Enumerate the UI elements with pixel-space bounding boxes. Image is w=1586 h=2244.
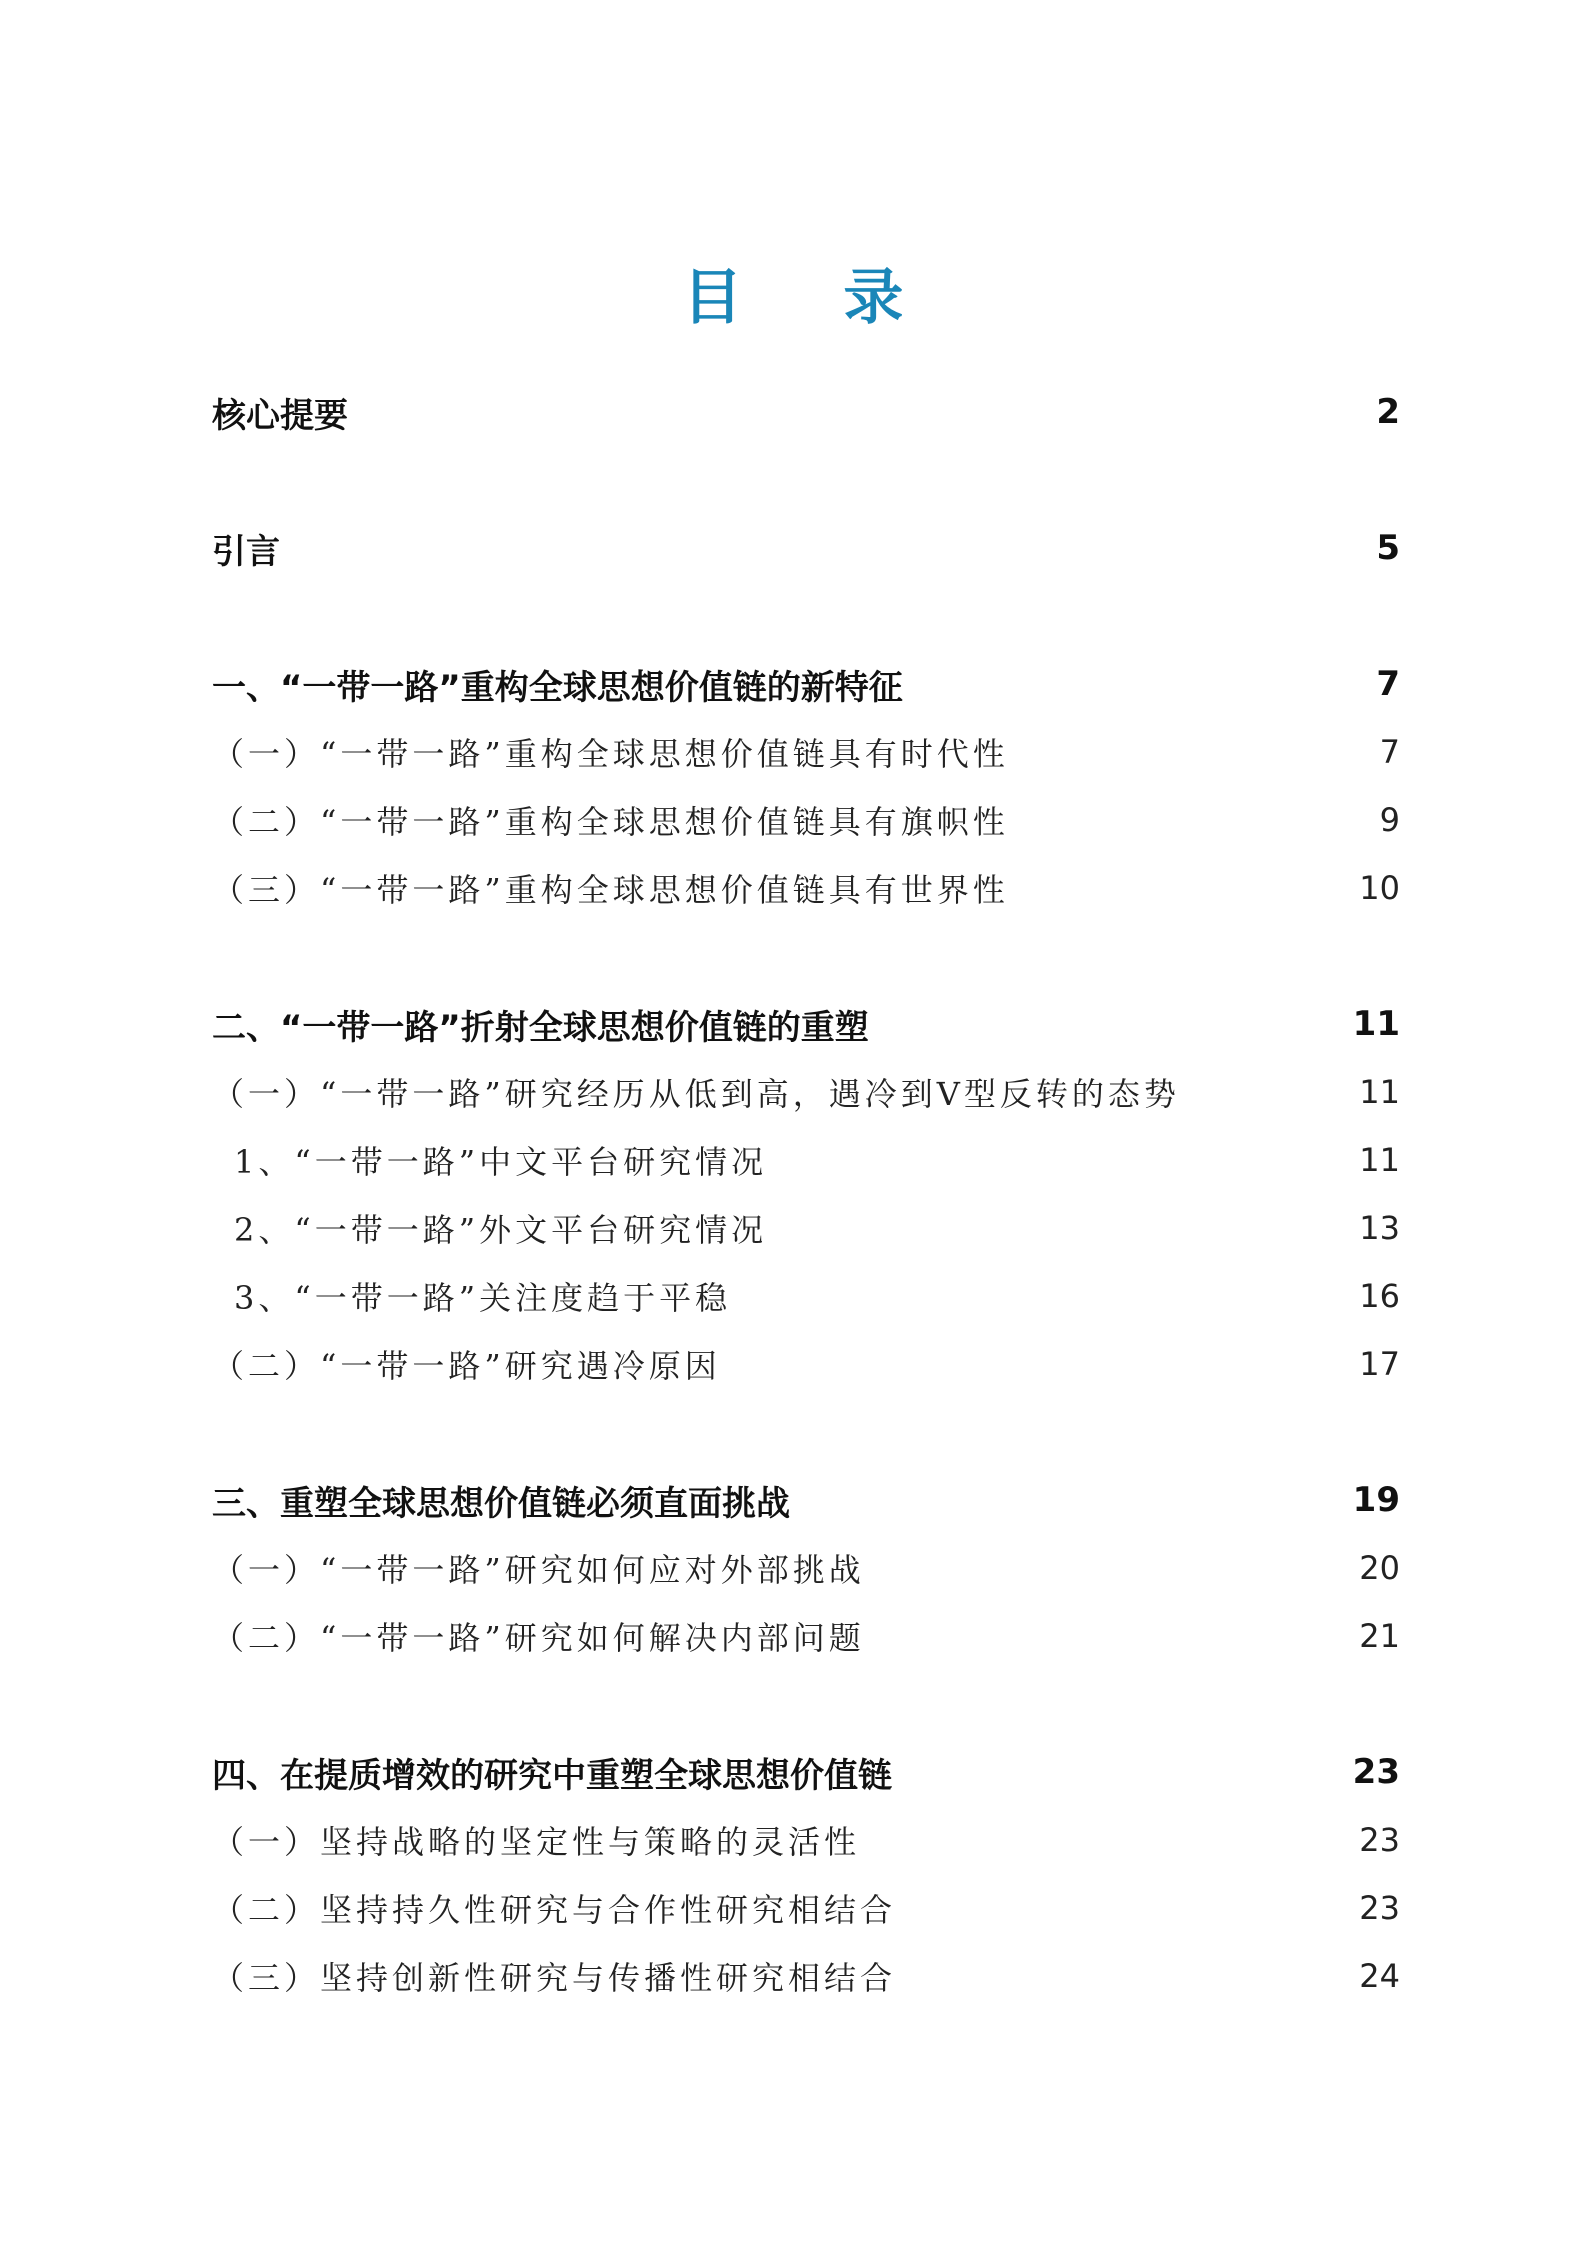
toc-entry-page: 20 xyxy=(1359,1549,1400,1587)
toc-entry-label: 3、“一带一路”关注度趋于平稳 xyxy=(234,1279,732,1317)
toc-entry[interactable] xyxy=(212,786,1400,854)
toc-entry-page: 9 xyxy=(1379,801,1400,839)
toc-entry[interactable] xyxy=(212,1602,1400,1670)
toc-entry-page: 23 xyxy=(1359,1889,1400,1927)
toc-entry[interactable] xyxy=(212,1534,1400,1602)
toc-entry-label: （二）“一带一路”研究如何解决内部问题 xyxy=(212,1619,865,1657)
toc-entry[interactable] xyxy=(212,990,1400,1058)
toc-entry[interactable] xyxy=(212,1738,1400,1806)
toc-entry-page: 5 xyxy=(1376,528,1400,568)
toc-entry-label: （二）“一带一路”重构全球思想价值链具有旗帜性 xyxy=(212,803,1009,841)
toc-entry[interactable] xyxy=(212,650,1400,718)
toc-entry[interactable] xyxy=(212,718,1400,786)
toc-entry[interactable] xyxy=(212,1874,1400,1942)
toc-entry-label: （一）坚持战略的坚定性与策略的灵活性 xyxy=(212,1823,861,1861)
toc-entry-label: （一）“一带一路”研究如何应对外部挑战 xyxy=(212,1551,865,1589)
toc-entry-page: 21 xyxy=(1359,1617,1400,1655)
toc-entry[interactable] xyxy=(212,1942,1400,2010)
toc-entry-label: 四、在提质增效的研究中重塑全球思想价值链 xyxy=(212,1755,892,1796)
toc-entry-label: 二、“一带一路”折射全球思想价值链的重塑 xyxy=(212,1007,869,1048)
toc-entry-label: 引言 xyxy=(212,531,280,572)
toc-entry-page: 11 xyxy=(1352,1004,1400,1044)
toc-entry-label: （一）“一带一路”重构全球思想价值链具有时代性 xyxy=(212,735,1009,773)
toc-entry-label: （二）“一带一路”研究遇冷原因 xyxy=(212,1347,721,1385)
toc-entry-page: 10 xyxy=(1359,869,1400,907)
toc-entry-page: 11 xyxy=(1359,1141,1400,1179)
toc-entry-page: 23 xyxy=(1352,1752,1400,1792)
toc-entry-label: 1、“一带一路”中文平台研究情况 xyxy=(234,1143,768,1181)
page-title: 目 录 xyxy=(682,263,944,333)
toc-entry-label: （三）坚持创新性研究与传播性研究相结合 xyxy=(212,1959,897,1997)
toc-entry[interactable] xyxy=(212,1330,1400,1398)
toc-entry-page: 2 xyxy=(1376,392,1400,432)
toc-entry[interactable] xyxy=(212,1126,1400,1194)
toc-entry[interactable] xyxy=(212,1262,1400,1330)
toc-entry-page: 19 xyxy=(1352,1480,1400,1520)
table-of-contents xyxy=(212,378,1400,2010)
toc-entry-label: 2、“一带一路”外文平台研究情况 xyxy=(234,1211,768,1249)
toc-entry-label: 三、重塑全球思想价值链必须直面挑战 xyxy=(212,1483,790,1524)
toc-entry-label: 核心提要 xyxy=(212,395,348,436)
toc-entry[interactable] xyxy=(212,854,1400,922)
toc-entry-label: 一、“一带一路”重构全球思想价值链的新特征 xyxy=(212,667,903,708)
toc-entry[interactable] xyxy=(212,1058,1400,1126)
toc-entry[interactable] xyxy=(212,1466,1400,1534)
toc-entry-page: 7 xyxy=(1376,664,1400,704)
toc-entry-page: 23 xyxy=(1359,1821,1400,1859)
toc-entry-label: （三）“一带一路”重构全球思想价值链具有世界性 xyxy=(212,871,1009,909)
toc-entry-page: 17 xyxy=(1359,1345,1400,1383)
toc-entry[interactable] xyxy=(212,514,1400,582)
toc-entry-page: 7 xyxy=(1379,733,1400,771)
toc-entry-label: （一）“一带一路”研究经历从低到高，遇冷到V型反转的态势 xyxy=(212,1075,1180,1113)
toc-entry-page: 13 xyxy=(1359,1209,1400,1247)
toc-entry-page: 24 xyxy=(1359,1957,1400,1995)
toc-entry-label: （二）坚持持久性研究与合作性研究相结合 xyxy=(212,1891,897,1929)
toc-entry-page: 16 xyxy=(1359,1277,1400,1315)
toc-entry[interactable] xyxy=(212,1806,1400,1874)
toc-entry[interactable] xyxy=(212,378,1400,446)
toc-entry[interactable] xyxy=(212,1194,1400,1262)
toc-entry-page: 11 xyxy=(1359,1073,1400,1111)
